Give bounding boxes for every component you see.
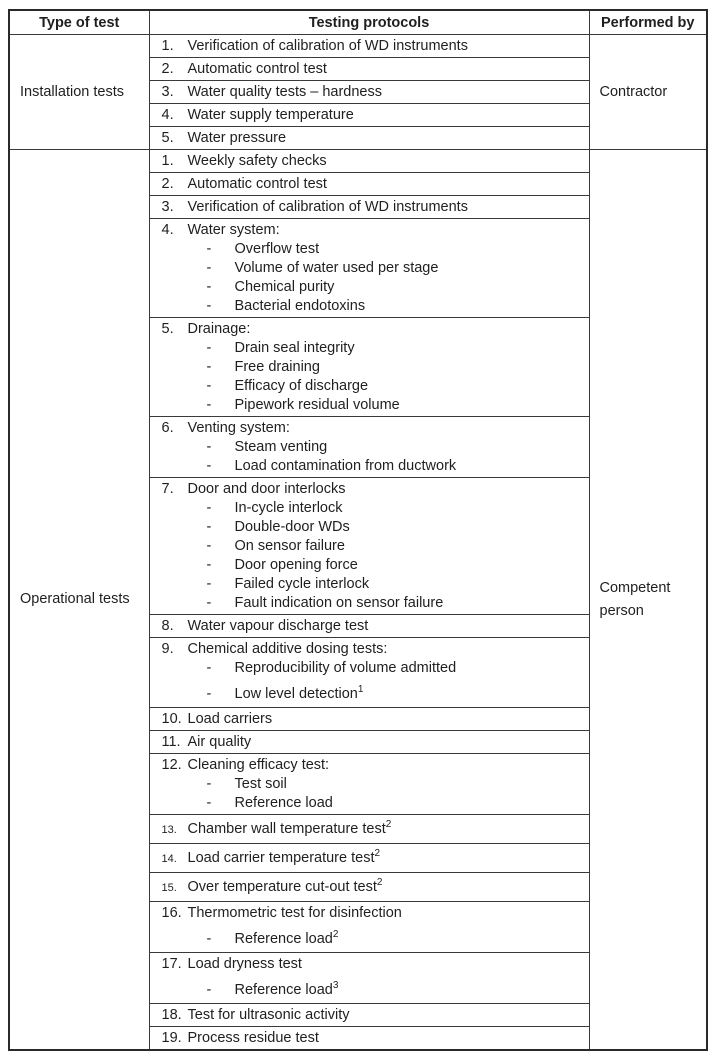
protocol-cell — [149, 873, 589, 902]
performed-by-cell — [589, 150, 707, 1051]
dash-bullet: - — [206, 660, 212, 676]
protocol-main-line — [150, 320, 585, 339]
protocol-text: Load carrier temperature test — [187, 850, 375, 866]
protocol-text: Automatic control test — [187, 176, 327, 192]
protocol-main-line — [150, 1029, 585, 1048]
protocol-sub-line — [150, 981, 585, 1002]
type-of-test-label: Installation tests — [20, 83, 124, 100]
dash-bullet: - — [206, 538, 212, 554]
protocol-sub-line — [150, 518, 585, 537]
header-type-of-test: Type of test — [9, 10, 149, 35]
protocol-sub-text: Failed cycle interlock — [234, 576, 370, 592]
protocol-cell — [149, 219, 589, 318]
protocol-number: 3. — [161, 199, 174, 215]
protocol-sub-text: Reference load — [234, 982, 333, 998]
protocol-sub-text: Chemical purity — [234, 279, 335, 295]
protocol-number: 2. — [161, 176, 174, 192]
protocol-main-line — [150, 480, 585, 499]
protocol-text: Chemical additive dosing tests: — [187, 641, 388, 657]
protocol-main-line — [150, 37, 585, 56]
type-of-test-cell — [9, 35, 149, 150]
protocol-sub-line — [150, 775, 585, 794]
protocol-text: Chamber wall temperature test — [187, 821, 386, 837]
protocol-text: Test for ultrasonic activity — [187, 1007, 350, 1023]
dash-bullet: - — [206, 576, 212, 592]
protocol-sub-line — [150, 278, 585, 297]
protocol-sub-text: Reference load — [234, 795, 333, 811]
protocol-text: Water pressure — [187, 130, 287, 146]
dash-bullet: - — [206, 241, 212, 257]
protocol-sub-text: Reference load — [234, 931, 333, 947]
protocol-main-line — [150, 617, 585, 636]
protocol-main-line — [150, 106, 585, 125]
protocol-number: 2. — [161, 61, 174, 77]
protocol-number: 3. — [161, 84, 174, 100]
protocol-cell — [149, 35, 589, 58]
protocol-number: 9. — [161, 641, 174, 657]
protocol-sub-line — [150, 457, 585, 476]
protocol-cell — [149, 81, 589, 104]
protocol-main-line — [150, 152, 585, 171]
protocol-cell — [149, 478, 589, 615]
protocol-cell — [149, 731, 589, 754]
protocol-cell — [149, 1027, 589, 1051]
protocol-sub-text: Reproducibility of volume admitted — [234, 660, 457, 676]
protocol-sub-text: Free draining — [234, 359, 320, 375]
dash-bullet: - — [206, 776, 212, 792]
protocol-number: 1. — [161, 153, 174, 169]
protocol-text: Water vapour discharge test — [187, 618, 369, 634]
protocol-main-line — [150, 756, 585, 775]
performed-by-cell — [589, 35, 707, 150]
protocol-text: Over temperature cut-out test — [187, 879, 377, 895]
protocol-cell — [149, 1004, 589, 1027]
protocol-sub-text: Pipework residual volume — [234, 397, 400, 413]
protocol-number: 10. — [161, 711, 182, 727]
protocol-sub-text: Volume of water used per stage — [234, 260, 439, 276]
protocol-cell — [149, 127, 589, 150]
protocol-sub-line — [150, 659, 585, 678]
protocol-sub-line — [150, 930, 585, 951]
footnote-marker: 3 — [332, 980, 339, 992]
protocol-main-line — [150, 198, 585, 217]
protocol-sub-text: Low level detection — [234, 686, 358, 702]
protocol-sub-line — [150, 438, 585, 457]
protocol-sub-line — [150, 396, 585, 415]
dash-bullet: - — [206, 378, 212, 394]
table-body — [9, 35, 707, 1051]
header-performed-by: Performed by — [589, 10, 707, 35]
protocol-sub-line — [150, 339, 585, 358]
footnote-marker: 2 — [374, 848, 381, 860]
protocol-text: Verification of calibration of WD instruments — [187, 199, 468, 215]
type-of-test-cell — [9, 150, 149, 1051]
protocol-main-line — [150, 817, 585, 842]
protocol-sub-text: Efficacy of discharge — [234, 378, 369, 394]
protocol-sub-line — [150, 556, 585, 575]
protocol-text: Load dryness test — [187, 956, 302, 972]
protocol-main-line — [150, 875, 585, 900]
protocol-sub-text: Overflow test — [234, 241, 320, 257]
protocol-text: Water supply temperature — [187, 107, 354, 123]
protocol-text: Water system: — [187, 222, 280, 238]
protocol-cell — [149, 844, 589, 873]
protocol-main-line — [150, 419, 585, 438]
protocol-main-line — [150, 640, 585, 659]
dash-bullet: - — [206, 359, 212, 375]
protocol-number: 18. — [161, 1007, 182, 1023]
protocol-number: 6. — [161, 420, 174, 436]
protocol-main-line — [150, 221, 585, 240]
protocol-sub-line — [150, 377, 585, 396]
protocol-sub-text: Door opening force — [234, 557, 358, 573]
protocol-sub-text: Test soil — [234, 776, 287, 792]
protocol-sub-text: Bacterial endotoxins — [234, 298, 366, 314]
protocol-number: 16. — [161, 905, 182, 921]
protocol-number: 1. — [161, 38, 174, 54]
protocol-main-line — [150, 955, 585, 974]
protocol-number: 8. — [161, 618, 174, 634]
protocol-cell — [149, 417, 589, 478]
protocol-sub-text: Load contamination from ductwork — [234, 458, 457, 474]
protocol-cell — [149, 58, 589, 81]
protocol-sub-line — [150, 594, 585, 613]
dash-bullet: - — [206, 397, 212, 413]
protocol-main-line — [150, 60, 585, 79]
dash-bullet: - — [206, 557, 212, 573]
dash-bullet: - — [206, 931, 212, 947]
protocol-cell — [149, 104, 589, 127]
dash-bullet: - — [206, 686, 212, 702]
protocol-cell — [149, 902, 589, 953]
protocol-row — [9, 150, 707, 173]
footnote-marker: 2 — [376, 877, 383, 889]
dash-bullet: - — [206, 298, 212, 314]
protocol-number: 13. — [161, 824, 177, 836]
protocol-number: 4. — [161, 107, 174, 123]
protocol-sub-line — [150, 537, 585, 556]
protocol-sub-line — [150, 685, 585, 706]
protocol-number: 19. — [161, 1030, 182, 1046]
protocol-number: 5. — [161, 130, 174, 146]
protocol-text: Door and door interlocks — [187, 481, 346, 497]
protocol-main-line — [150, 1006, 585, 1025]
protocol-number: 11. — [161, 734, 181, 750]
protocol-cell — [149, 953, 589, 1004]
protocol-sub-text: In-cycle interlock — [234, 500, 343, 516]
protocol-number: 4. — [161, 222, 174, 238]
protocol-text: Verification of calibration of WD instruments — [187, 38, 468, 54]
protocol-sub-line — [150, 794, 585, 813]
dash-bullet: - — [206, 279, 212, 295]
protocol-main-line — [150, 83, 585, 102]
protocol-text: Thermometric test for disinfection — [187, 905, 402, 921]
protocol-sub-line — [150, 575, 585, 594]
protocol-cell — [149, 173, 589, 196]
protocol-number: 15. — [161, 882, 177, 894]
protocol-sub-line — [150, 240, 585, 259]
test-protocols-table — [8, 9, 708, 1051]
protocol-main-line — [150, 710, 585, 729]
type-of-test-label: Operational tests — [20, 591, 130, 607]
performed-by-label: Contractor — [599, 83, 668, 100]
protocol-number: 7. — [161, 481, 174, 497]
dash-bullet: - — [206, 519, 212, 535]
protocol-number: 5. — [161, 321, 174, 337]
protocol-text: Automatic control test — [187, 61, 327, 77]
dash-bullet: - — [206, 500, 212, 516]
protocol-text: Weekly safety checks — [187, 153, 327, 169]
protocol-number: 17. — [161, 956, 182, 972]
dash-bullet: - — [206, 795, 212, 811]
protocol-text: Cleaning efficacy test: — [187, 757, 330, 773]
protocol-text: Water quality tests – hardness — [187, 84, 382, 100]
protocol-text: Air quality — [187, 734, 252, 750]
dash-bullet: - — [206, 595, 212, 611]
footnote-marker: 2 — [385, 819, 392, 831]
dash-bullet: - — [206, 982, 212, 998]
dash-bullet: - — [206, 340, 212, 356]
protocol-cell — [149, 815, 589, 844]
protocol-cell — [149, 318, 589, 417]
protocol-number: 12. — [161, 757, 182, 773]
protocol-cell — [149, 754, 589, 815]
protocol-cell — [149, 615, 589, 638]
protocol-sub-text: Steam venting — [234, 439, 328, 455]
header-testing-protocols: Testing protocols — [149, 10, 589, 35]
dash-bullet: - — [206, 439, 212, 455]
dash-bullet: - — [206, 458, 212, 474]
protocol-cell — [149, 196, 589, 219]
protocol-text: Venting system: — [187, 420, 290, 436]
protocol-text: Drainage: — [187, 321, 251, 337]
protocol-text: Load carriers — [187, 711, 273, 727]
protocol-main-line — [150, 904, 585, 923]
protocol-sub-text: Double-door WDs — [234, 519, 350, 535]
protocol-sub-line — [150, 297, 585, 316]
protocol-sub-text: Fault indication on sensor failure — [234, 595, 444, 611]
protocol-main-line — [150, 733, 585, 752]
table-header — [9, 10, 707, 35]
protocol-text: Process residue test — [187, 1030, 319, 1046]
footnote-marker: 2 — [332, 929, 339, 941]
protocol-main-line — [150, 175, 585, 194]
protocol-row — [9, 35, 707, 58]
protocol-sub-line — [150, 358, 585, 377]
protocol-main-line — [150, 846, 585, 871]
protocol-sub-line — [150, 259, 585, 278]
footnote-marker: 1 — [357, 684, 364, 696]
protocol-main-line — [150, 129, 585, 148]
protocol-cell — [149, 638, 589, 708]
dash-bullet: - — [206, 260, 212, 276]
protocol-sub-line — [150, 499, 585, 518]
protocol-cell — [149, 708, 589, 731]
protocol-number: 14. — [161, 853, 177, 865]
performed-by-label: Competent person — [599, 579, 671, 619]
protocol-sub-text: Drain seal integrity — [234, 340, 355, 356]
protocol-sub-text: On sensor failure — [234, 538, 345, 554]
protocol-cell — [149, 150, 589, 173]
header-row — [9, 10, 707, 35]
